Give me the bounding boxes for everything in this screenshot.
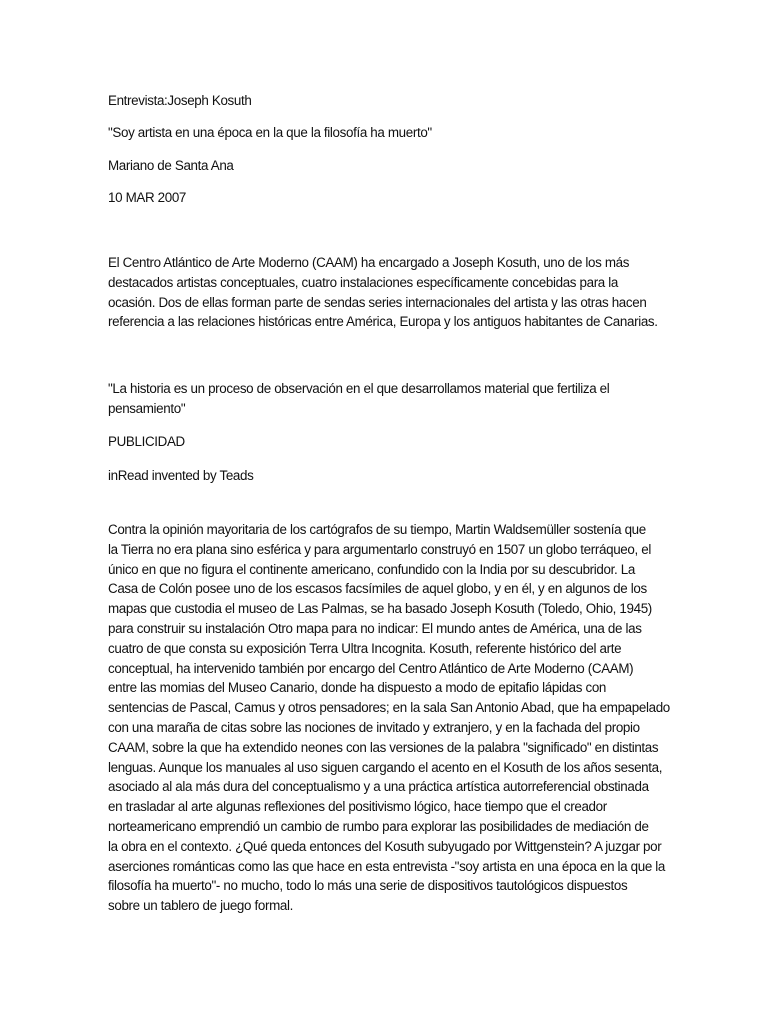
text-line: en trasladar al arte algunas reflexiones del positivismo lógico, hace tiempo que el creador	[108, 799, 607, 815]
ad-credit[interactable]	[108, 466, 253, 486]
text-line: lenguas. Aunque los manuales al uso siguen cargando el acento en el Kosuth de los años sesenta,	[108, 759, 663, 775]
text-line: entre las momias del Museo Canario, donde ha dispuesto a modo de epitafio lápidas con	[108, 680, 607, 696]
body-paragraph	[108, 520, 670, 916]
text-line: la Tierra no era plana sino esférica y para argumentarlo construyó en 1507 un globo terráqueo, el	[108, 541, 651, 557]
text-line: El Centro Atlántico de Arte Moderno (CAAM) ha encargado a Joseph Kosuth, uno de los más	[108, 255, 630, 270]
text-line: CAAM, sobre la que ha extendido neones con las versiones de la palabra "significado" en distintas	[108, 739, 659, 755]
text-line: sobre un tablero de juego formal.	[108, 898, 293, 914]
text-line: referencia a las relaciones históricas entre América, Europa y los antiguos habitantes de Canarias.	[108, 314, 658, 330]
pull-quote	[108, 379, 609, 419]
article-author	[108, 156, 234, 176]
text-line: sentencias de Pascal, Camus y otros pensadores; en la sala San Antonio Abad, que ha empapelado	[108, 700, 670, 716]
text-line: cuatro de que consta su exposición Terra Ultra Incognita. Kosuth, referente histórico del arte	[108, 640, 622, 656]
text-line: ocasión. Dos de ellas forman parte de sendas series internacionales del artista y las otras hacen	[108, 294, 647, 310]
ad-label-text: PUBLICIDAD	[108, 434, 185, 449]
article-date	[108, 188, 186, 208]
text-line: mapas que custodia el museo de Las Palmas, se ha basado Joseph Kosuth (Toledo, Ohio, 1945)	[108, 601, 652, 617]
ad-label	[108, 432, 185, 452]
ad-credit-link[interactable]: inRead invented by Teads	[108, 468, 254, 483]
headline-text: "Soy artista en una época en la que la filosofía ha muerto"	[108, 125, 432, 140]
author-text: Mariano de Santa Ana	[108, 158, 234, 173]
text-line: Casa de Colón posee uno de los escasos facsímiles de aquel globo, y en él, y en algunos de los	[108, 581, 647, 597]
text-line: para construir su instalación Otro mapa para no indicar: El mundo antes de América, una de las	[108, 620, 642, 636]
text-line: asociado al ala más dura del conceptualismo y a una práctica artística autorreferencial obstinada	[108, 779, 649, 795]
text-line: con una maraña de citas sobre las nociones de invitado y extranjero, y en la fachada del propio	[108, 719, 640, 735]
title-text: Entrevista:Joseph Kosuth	[108, 93, 252, 108]
date-text: 10 MAR 2007	[108, 190, 187, 205]
text-line: Contra la opinión mayoritaria de los cartógrafos de su tiempo, Martin Waldsemüller sostenía que	[108, 522, 646, 537]
article-headline	[108, 123, 432, 143]
text-line: "La historia es un proceso de observación en el que desarrollamos material que fertiliza el	[108, 381, 610, 396]
text-line: la obra en el contexto. ¿Qué queda entonces del Kosuth subyugado por Wittgenstein? A juzgar por	[108, 838, 662, 854]
text-line: único en que no figura el continente americano, confundido con la India por su descubridor. La	[108, 561, 635, 577]
intro-paragraph	[108, 253, 658, 332]
text-line: destacados artistas conceptuales, cuatro instalaciones específicamente concebidas para la	[108, 274, 619, 290]
text-line: conceptual, ha intervenido también por encargo del Centro Atlántico de Arte Moderno (CAAM)	[108, 660, 634, 676]
text-line: filosofía ha muerto"- no mucho, todo lo más una serie de dispositivos tautológicos dispuestos	[108, 878, 628, 894]
text-line: aserciones románticas como las que hace en esta entrevista -"soy artista en una época en la que la	[108, 858, 666, 874]
text-line: norteamericano emprendió un cambio de rumbo para explorar las posibilidades de mediación de	[108, 818, 649, 834]
text-line: pensamiento"	[108, 400, 186, 416]
article-title	[108, 91, 251, 111]
